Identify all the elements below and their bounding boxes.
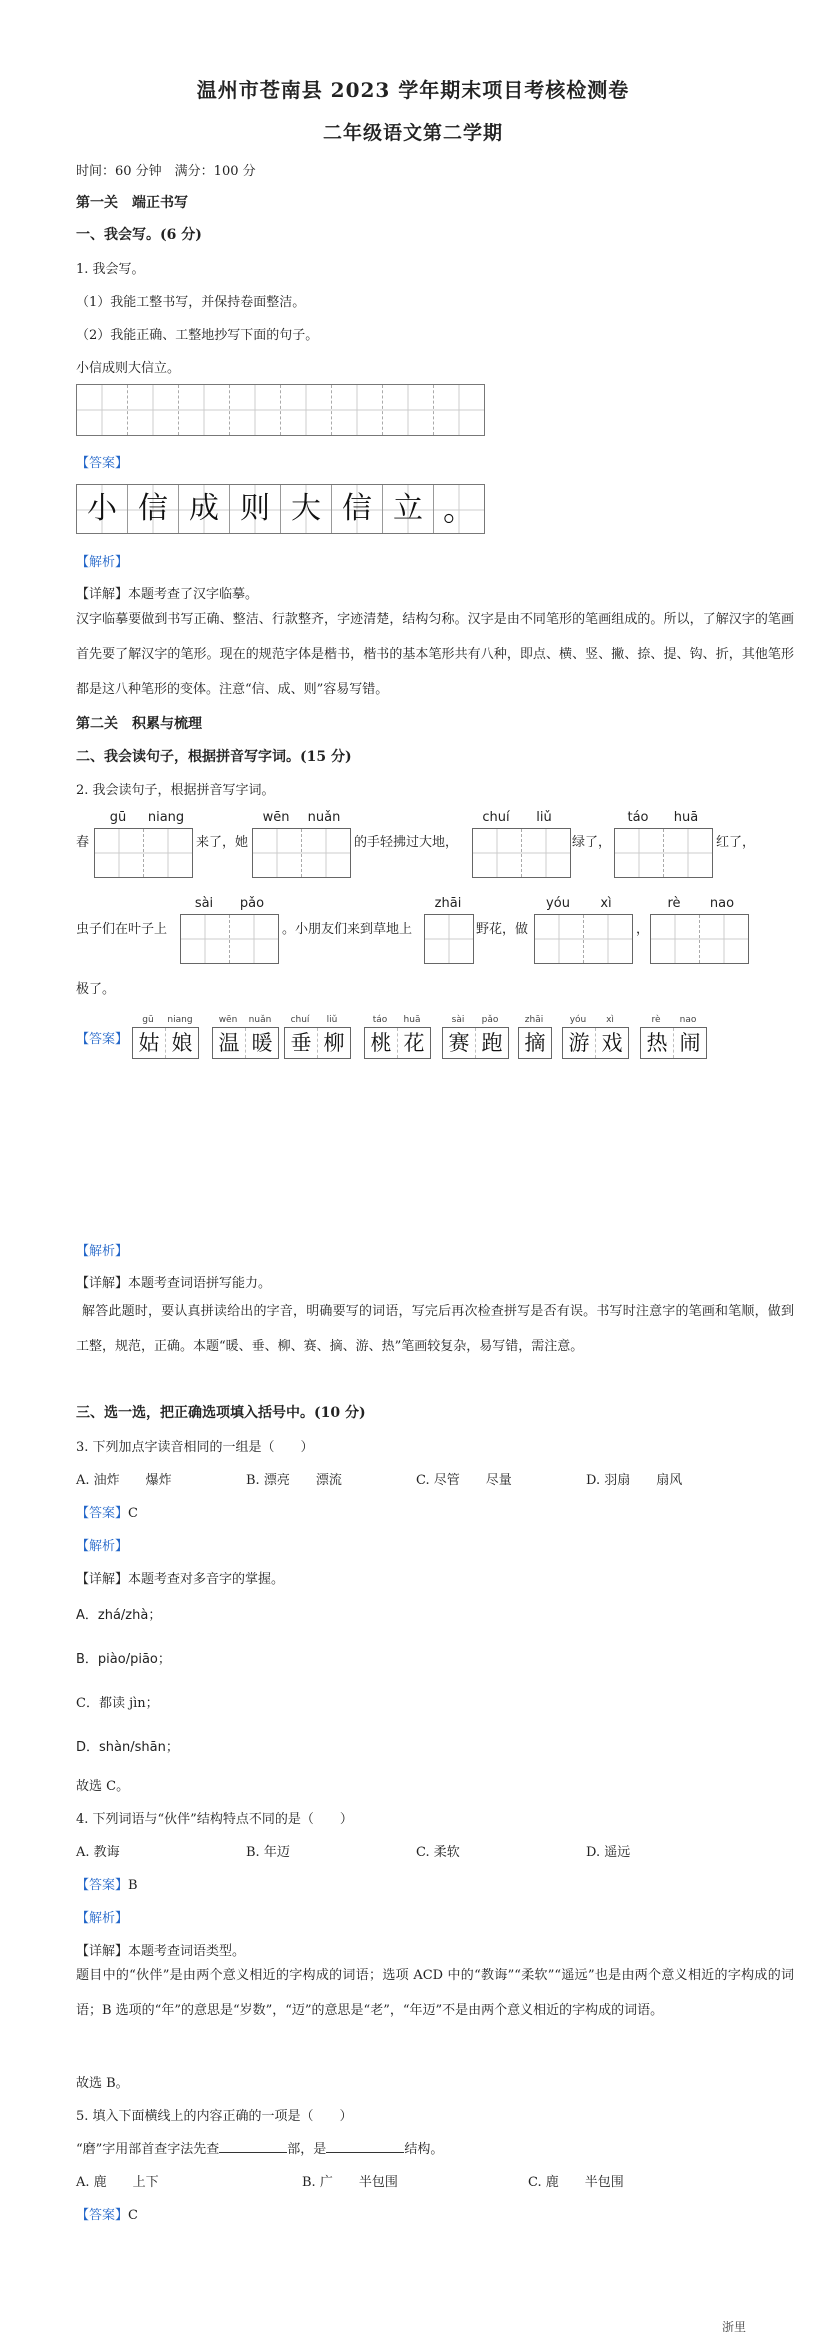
q4-answer-value: B [128, 1878, 138, 1893]
answer-char: 柳 [323, 1031, 345, 1055]
q3-answer-value: C [128, 1506, 138, 1521]
sentence-text: 绿了， [572, 835, 612, 850]
answer-char: 花 [403, 1031, 425, 1055]
answer-word [518, 1015, 552, 1059]
pinyin: sài [194, 896, 214, 911]
sentence-text: 红了， [716, 835, 756, 850]
pinyin-answer-box[interactable] [614, 828, 713, 878]
answer-char: 立 [383, 485, 434, 533]
sentence-text: 极了。 [76, 982, 116, 997]
q5-stem-part: 部，是 [287, 2142, 327, 2157]
q3-analysis-label: 【解析】 [76, 1539, 129, 1554]
answer-word [212, 1015, 279, 1059]
q4-analysis-label: 【解析】 [76, 1911, 129, 1926]
pinyin: niang [147, 810, 185, 825]
q2-detail: 【详解】本题考查词语拼写能力。 [76, 1276, 272, 1291]
sentence-text: 。小朋友们来到草地上 [282, 922, 413, 937]
q5-stem-part: 结构。 [404, 2142, 444, 2157]
answer-char: 成 [179, 485, 230, 533]
answer-char: 则 [230, 485, 281, 533]
pinyin-answer-box[interactable] [650, 914, 749, 964]
q4-detail: 【详解】本题考查词语类型。 [76, 1944, 246, 1959]
answer-char: 大 [281, 485, 332, 533]
q2-analysis-label: 【解析】 [76, 1244, 129, 1259]
q5-option-c: C. 鹿 半包围 [528, 2175, 624, 2190]
q3-line-a: A．zhá/zhà； [76, 1608, 162, 1623]
answer-char: 跑 [481, 1031, 503, 1055]
answer-pinyin: wēn [218, 1015, 238, 1025]
answer-pinyin: yóu [569, 1015, 587, 1025]
footer-mark: 浙里 [722, 2320, 747, 2334]
q4-option-c: C. 柔软 [416, 1845, 460, 1860]
answer-pinyin: zhāi [524, 1015, 544, 1025]
answer-char: 垂 [285, 1028, 318, 1058]
q3-line-c: C．都读 jìn； [76, 1696, 159, 1711]
q4-conclusion: 故选 B。 [76, 2076, 129, 2091]
q5-answer-value: C [128, 2208, 138, 2223]
answer-char: 信 [128, 485, 179, 533]
q3-option-d: D. 羽扇 扇风 [586, 1473, 683, 1488]
sentence-text: 野花，做 [476, 922, 529, 937]
q3-text: 3. 下列加点字读音相同的一组是（ ） [76, 1440, 314, 1455]
part2-heading: 第二关 积累与梳理 [76, 716, 202, 732]
pinyin: liǔ [536, 810, 552, 825]
pinyin: nao [709, 896, 735, 911]
q5-text: 5. 填入下面横线上的内容正确的一项是（ ） [76, 2109, 353, 2124]
q4-option-b: B. 年迈 [246, 1845, 290, 1860]
q2-section-title: 二、我会读句子，根据拼音写字词。(15 分) [76, 749, 352, 765]
answer-word [442, 1015, 509, 1059]
pinyin-answer-box[interactable] [252, 828, 351, 878]
pinyin: yóu [546, 896, 570, 911]
answer-pinyin: chuí [290, 1015, 310, 1025]
answer-char-period: 。 [442, 490, 475, 528]
pinyin: xì [600, 896, 612, 911]
q5-blank[interactable] [326, 2140, 404, 2153]
q4-option-a: A. 教诲 [76, 1845, 120, 1860]
q3-option-c: C. 尽管 尽量 [416, 1473, 512, 1488]
q1-sentence: 小信成则大信立。 [76, 361, 181, 376]
answer-char: 游 [563, 1028, 596, 1058]
q5-answer-label: 【答案】 [76, 2208, 129, 2223]
pinyin: rè [667, 896, 681, 911]
answer-char: 娘 [171, 1031, 193, 1055]
exam-meta: 时间：60 分钟 满分：100 分 [76, 164, 256, 179]
pinyin: chuí [482, 810, 510, 825]
answer-char: 闹 [679, 1031, 701, 1055]
pinyin: zhāi [434, 896, 462, 911]
q1-answer-label: 【答案】 [76, 456, 129, 471]
q3-line-b: B．piào/piāo； [76, 1652, 171, 1667]
q4-option-d: D. 遥远 [586, 1845, 631, 1860]
pinyin-answer-box[interactable] [534, 914, 633, 964]
answer-pinyin: nao [679, 1015, 697, 1025]
part1-heading: 第一关 端正书写 [76, 195, 188, 211]
answer-char: 信 [332, 485, 383, 533]
answer-pinyin: rè [651, 1015, 661, 1025]
q5-answer [76, 2204, 138, 2223]
q1-section-title: 一、我会写。(6 分) [76, 227, 202, 243]
pinyin-answer-box[interactable] [94, 828, 193, 878]
pinyin-answer-box[interactable] [180, 914, 279, 964]
q3-conclusion: 故选 C。 [76, 1779, 130, 1794]
q5-blank[interactable] [219, 2140, 287, 2153]
answer-word [562, 1015, 629, 1059]
pinyin: wēn [262, 810, 290, 825]
page-subtitle: 二年级语文第二学期 [322, 122, 503, 144]
pinyin-answer-box[interactable] [424, 914, 474, 964]
q3-answer [76, 1502, 138, 1521]
answer-char: 暖 [251, 1031, 273, 1055]
q3-section-title: 三、选一选，把正确选项填入括号中。(10 分) [76, 1405, 366, 1421]
q4-answer-label: 【答案】 [76, 1878, 129, 1893]
answer-char: 热 [641, 1028, 674, 1058]
q3-option-a: A. 油炸 爆炸 [76, 1473, 172, 1488]
sentence-text: 来了，她 [196, 835, 249, 850]
q4-text: 4. 下列词语与“伙伴”结构特点不同的是（ ） [76, 1812, 353, 1827]
q5-stem [76, 2138, 443, 2157]
answer-char: 摘 [524, 1031, 546, 1055]
answer-char: 戏 [601, 1031, 623, 1055]
answer-char: 温 [213, 1028, 246, 1058]
sentence-text: 春 [76, 835, 90, 850]
q5-option-a: A. 鹿 上下 [76, 2175, 159, 2190]
answer-char: 赛 [443, 1028, 476, 1058]
q1-detail: 【详解】本题考查了汉字临摹。 [76, 587, 259, 602]
answer-pinyin: niang [167, 1015, 193, 1025]
pinyin: huā [673, 810, 699, 825]
answer-char: 桃 [365, 1028, 398, 1058]
answer-pinyin: xì [606, 1015, 614, 1025]
q2-detail-paragraph: 解答此题时，要认真拼读给出的字音，明确要写的词语，写完后再次检查拼写是否有误。书写时注意字的笔画和笔顺，做到工整，规范，正确。本题“暖、垂、柳、赛、摘、游、热”笔画较复杂，易写错，需注意。 [76, 1304, 794, 1354]
q3-answer-label: 【答案】 [76, 1506, 129, 1521]
page-title: 温州市苍南县 2023 学年期末项目考核检测卷 [196, 78, 630, 102]
q3-detail: 【详解】本题考查对多音字的掌握。 [76, 1572, 285, 1587]
answer-word [640, 1015, 707, 1059]
answer-pinyin: sài [451, 1015, 465, 1025]
sentence-text: ， [636, 922, 650, 937]
answer-pinyin: liǔ [326, 1015, 338, 1025]
q1-writing-grid[interactable] [76, 384, 485, 436]
answer-char [434, 485, 484, 533]
answer-pinyin: pǎo [481, 1015, 499, 1025]
q3-line-d: D．shàn/shān； [76, 1740, 179, 1755]
answer-word [364, 1015, 431, 1059]
q1-text: 1. 我会写。 [76, 262, 145, 277]
pinyin-answer-box[interactable] [472, 828, 571, 878]
pinyin: pǎo [239, 896, 265, 911]
q2-answer-label: 【答案】 [76, 1032, 129, 1047]
answer-char: 小 [77, 485, 128, 533]
q1-detail-paragraph: 汉字临摹要做到书写正确、整洁、行款整齐，字迹清楚，结构匀称。汉字是由不同笔形的笔画组成的。所以，了解汉字的笔画首先要了解汉字的笔形。现在的规范字体是楷书，楷书的基本笔形共有八种，即点、横、竖、撇、捺、提、钩、折，其他笔形都是这八种笔形的变体。注意“信、成、则”容易写错。 [76, 612, 794, 697]
q2-text: 2. 我会读句子，根据拼音写字词。 [76, 783, 275, 798]
answer-word [284, 1015, 351, 1059]
sentence-text: 虫子们在叶子上 [76, 922, 168, 937]
answer-pinyin: gū [142, 1015, 154, 1025]
q4-answer [76, 1874, 138, 1893]
answer-pinyin: nuǎn [248, 1015, 272, 1025]
answer-word [132, 1015, 199, 1059]
q5-option-b: B. 广 半包围 [302, 2175, 398, 2190]
q1-item-b: （2）我能正确、工整地抄写下面的句子。 [76, 328, 319, 343]
q1-answer-grid [76, 484, 485, 534]
sentence-text: 的手轻拂过大地， [354, 835, 459, 850]
answer-pinyin: táo [372, 1015, 388, 1025]
answer-char: 姑 [133, 1028, 166, 1058]
pinyin: táo [627, 810, 649, 825]
pinyin: nuǎn [307, 810, 341, 825]
pinyin: gū [109, 810, 127, 825]
q1-item-a: （1）我能工整书写，并保持卷面整洁。 [76, 295, 306, 310]
q1-analysis-label: 【解析】 [76, 555, 129, 570]
answer-pinyin: huā [403, 1015, 421, 1025]
q3-option-b: B. 漂亮 漂流 [246, 1473, 342, 1488]
q4-detail-paragraph: 题目中的“伙伴”是由两个意义相近的字构成的词语；选项 ACD 中的“教诲”“柔软”“遥远”也是由两个意义相近的字构成的词语；B 选项的“年”的意思是“岁数”，“迈”的意思是“老”，“年迈”不是由两个意义相近的字构成的词语。 [76, 1968, 794, 2018]
q5-stem-part: “磨”字用部首查字法先查 [76, 2142, 220, 2157]
